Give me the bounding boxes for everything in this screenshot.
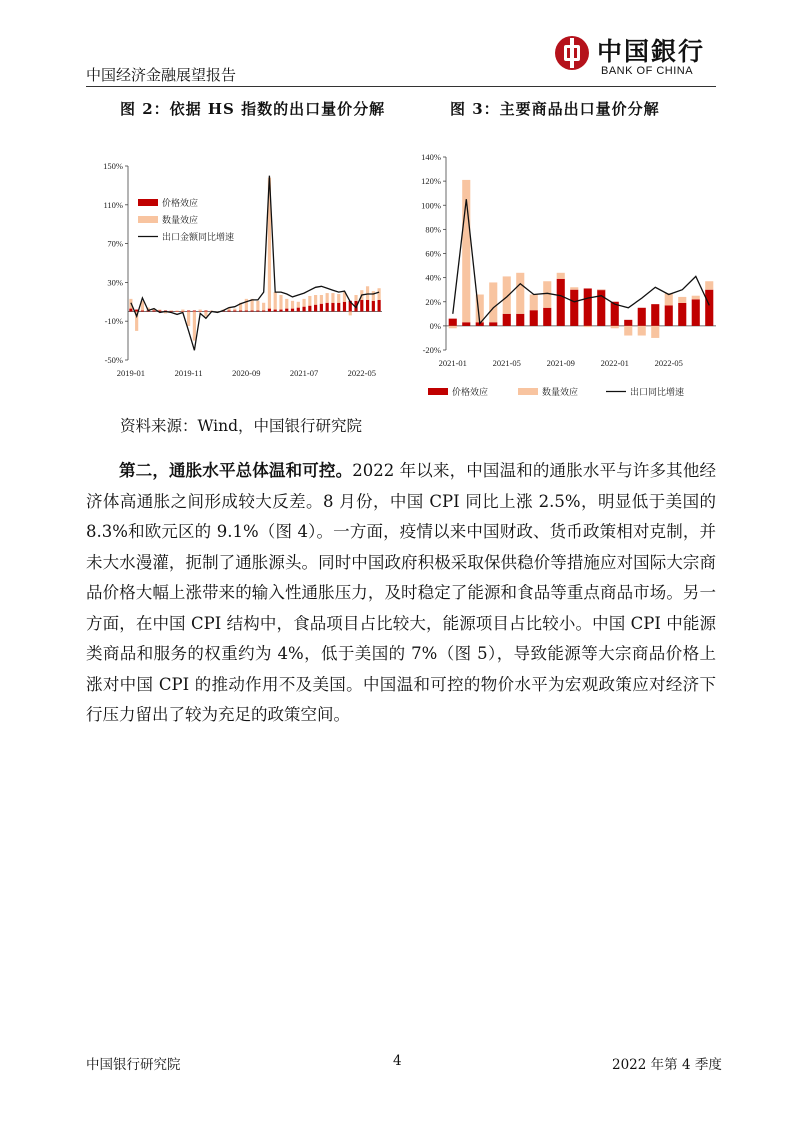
- quantity-bar: [285, 299, 288, 309]
- quantity-bar: [187, 312, 190, 327]
- price-bar: [503, 314, 511, 326]
- x-tick-label: 2020-09: [232, 368, 261, 378]
- price-bar: [651, 304, 659, 326]
- quantity-bar: [378, 288, 381, 300]
- price-bar: [584, 288, 592, 325]
- y-tick-label: -10%: [104, 316, 123, 327]
- price-bar: [245, 311, 248, 312]
- x-tick-label: 2022-05: [347, 368, 376, 378]
- figure3-chart: [410, 145, 720, 410]
- quantity-bar: [181, 310, 184, 312]
- y-tick-label: 100%: [421, 200, 441, 211]
- quantity-bar: [651, 326, 659, 338]
- price-bar: [557, 279, 565, 326]
- quantity-bar: [372, 291, 375, 301]
- quantity-bar: [175, 311, 178, 312]
- quantity-bar: [279, 295, 282, 310]
- quantity-bar: [302, 299, 305, 307]
- quantity-bar: [624, 326, 632, 336]
- price-bar: [543, 308, 551, 326]
- legend-label: 出口金额同比增速: [162, 232, 235, 242]
- price-bar: [308, 306, 311, 312]
- y-tick-label: -50%: [104, 355, 123, 365]
- y-tick-label: 70%: [107, 238, 123, 249]
- x-tick-label: 2019-11: [174, 368, 203, 378]
- price-bar: [624, 320, 632, 326]
- price-bar: [692, 299, 700, 326]
- y-tick-label: 110%: [103, 199, 123, 210]
- figure3-caption: 图 3：主要商品出口量价分解: [450, 100, 660, 118]
- body-paragraph: [86, 456, 716, 731]
- price-bar: [279, 310, 282, 312]
- price-bar: [678, 303, 686, 326]
- figure2-caption: 图 2：依据 HS 指数的出口量价分解: [120, 100, 386, 118]
- price-bar: [274, 310, 277, 312]
- legend-label: 价格效应: [452, 387, 489, 397]
- price-bar: [129, 309, 132, 312]
- figure2-chart: [86, 150, 396, 390]
- quantity-bar: [543, 281, 551, 308]
- quantity-bar: [705, 281, 713, 289]
- price-bar: [204, 311, 207, 312]
- price-bar: [193, 311, 196, 312]
- price-bar: [233, 311, 236, 312]
- price-bar: [530, 310, 538, 326]
- quantity-bar: [256, 301, 259, 311]
- quantity-bar: [692, 296, 700, 300]
- price-bar: [665, 305, 673, 326]
- legend-quantity-swatch: [138, 216, 158, 223]
- y-tick-label: 40%: [425, 272, 441, 283]
- x-tick-label: 2021-01: [438, 358, 467, 368]
- quantity-bar: [354, 295, 357, 301]
- quantity-bar: [337, 294, 340, 303]
- price-bar: [141, 311, 144, 312]
- price-bar: [372, 301, 375, 312]
- x-tick-label: 2021-09: [546, 358, 575, 368]
- quantity-bar: [308, 296, 311, 306]
- source-note: 资料来源：Wind，中国银行研究院: [120, 417, 363, 435]
- x-tick-label: 2022-01: [600, 358, 629, 368]
- quantity-bar: [204, 312, 207, 317]
- price-bar: [638, 308, 646, 326]
- header-rule: [86, 86, 716, 87]
- quantity-bar: [245, 299, 248, 311]
- quantity-bar: [170, 311, 173, 312]
- price-bar: [297, 308, 300, 312]
- quantity-bar: [158, 310, 161, 311]
- price-bar: [251, 311, 254, 312]
- quantity-bar: [233, 309, 236, 311]
- price-bar: [187, 311, 190, 312]
- price-bar: [314, 305, 317, 312]
- price-bar: [462, 322, 470, 326]
- bank-name-en: BANK OF CHINA: [601, 65, 694, 77]
- page-number: 4: [393, 1053, 402, 1069]
- y-tick-label: 0%: [429, 320, 441, 331]
- quantity-bar: [366, 286, 369, 300]
- price-bar: [239, 311, 242, 312]
- price-bar: [199, 312, 202, 313]
- quantity-bar: [193, 312, 196, 341]
- price-bar: [302, 307, 305, 312]
- quantity-bar: [584, 326, 592, 327]
- price-bar: [449, 319, 457, 326]
- price-bar: [152, 311, 155, 312]
- report-header-title: 中国经济金融展望报告: [86, 66, 237, 84]
- price-bar: [262, 311, 265, 312]
- bank-logo: [555, 34, 717, 82]
- quantity-bar: [530, 295, 538, 311]
- bank-name-cn: 中国銀行: [597, 37, 706, 66]
- quantity-bar: [349, 312, 352, 316]
- price-bar: [285, 309, 288, 312]
- legend-label: 出口同比增速: [630, 387, 685, 397]
- quantity-bar: [611, 326, 619, 328]
- price-bar: [256, 311, 259, 312]
- quantity-bar: [489, 282, 497, 322]
- paragraph-lead: 第二，通胀水平总体温和可控。: [119, 461, 353, 480]
- y-tick-label: 120%: [421, 176, 441, 187]
- price-bar: [360, 300, 363, 312]
- price-bar: [378, 300, 381, 312]
- y-tick-label: 150%: [103, 161, 123, 171]
- price-bar: [343, 302, 346, 312]
- y-tick-label: 80%: [425, 224, 441, 235]
- x-tick-label: 2021-05: [492, 358, 521, 368]
- price-bar: [291, 309, 294, 312]
- legend-label: 数量效应: [162, 215, 199, 225]
- price-bar: [570, 290, 578, 326]
- price-bar: [705, 290, 713, 326]
- y-tick-label: 20%: [425, 296, 441, 307]
- quantity-bar: [320, 295, 323, 304]
- quantity-bar: [516, 273, 524, 314]
- x-tick-label: 2022-05: [654, 358, 683, 368]
- footer-right: 2022 年第 4 季度: [612, 1057, 722, 1073]
- quantity-bar: [678, 297, 686, 303]
- quantity-bar: [314, 295, 317, 305]
- legend-quantity-swatch: [518, 388, 538, 395]
- y-tick-label: 140%: [421, 152, 441, 162]
- y-tick-label: -20%: [422, 345, 441, 355]
- quantity-bar: [449, 326, 457, 328]
- y-tick-label: 30%: [107, 277, 123, 288]
- quantity-bar: [557, 273, 565, 279]
- price-bar: [516, 314, 524, 326]
- price-bar: [227, 311, 230, 312]
- x-tick-label: 2021-07: [289, 368, 319, 378]
- quantity-bar: [262, 303, 265, 311]
- footer-left: 中国银行研究院: [86, 1057, 181, 1073]
- price-bar: [320, 304, 323, 312]
- price-bar: [326, 303, 329, 312]
- x-tick-label: 2019-01: [116, 368, 146, 378]
- quantity-bar: [199, 310, 202, 312]
- quantity-bar: [597, 290, 605, 291]
- quantity-bar: [503, 276, 511, 313]
- legend-label: 数量效应: [542, 387, 579, 397]
- legend-price-swatch: [138, 199, 158, 206]
- price-bar: [331, 303, 334, 312]
- legend-label: 价格效应: [162, 198, 199, 208]
- quantity-bar: [291, 301, 294, 309]
- price-bar: [366, 300, 369, 312]
- price-bar: [489, 322, 497, 326]
- quantity-bar: [570, 287, 578, 289]
- bank-logo-icon: [555, 36, 589, 70]
- price-bar: [337, 303, 340, 312]
- price-bar: [175, 312, 178, 313]
- quantity-bar: [331, 293, 334, 303]
- quantity-bar: [638, 326, 646, 336]
- paragraph-body: 2022 年以来，中国温和的通胀水平与许多其他经济体高通胀之间形成较大反差。8 月份，中国 CPI 同比上涨 2.5%，明显低于美国的 8.3%和欧元区的 9.1%（图 4）。一方面，疫情以来中国财政、货币政策相对克制，并未大水漫灌，扼制了通胀源头。同时中国政府积极采取保供稳价等措施应对国际大宗商品价格大幅上涨带来的输入性通胀压力，及时稳定了能源和食品等重点商品市场。另一方面，在中国 CPI 结构中，食品项目占比较大，能源项目占比较小。中国 CPI 中能源类商品和服务的权重约为 4%，低于美国的 7%（图 5），导致能源等大宗商品价格上涨对中国 CPI 的推动作用不及美国。中国温和可控的物价水平为宏观政策应对经济下行压力留出了较为充足的政策空间。: [86, 461, 717, 724]
- legend-price-swatch: [428, 388, 448, 395]
- y-tick-label: 60%: [425, 248, 441, 259]
- price-bar: [268, 309, 271, 312]
- quantity-bar: [274, 292, 277, 309]
- quantity-bar: [297, 302, 300, 308]
- quantity-bar: [326, 293, 329, 303]
